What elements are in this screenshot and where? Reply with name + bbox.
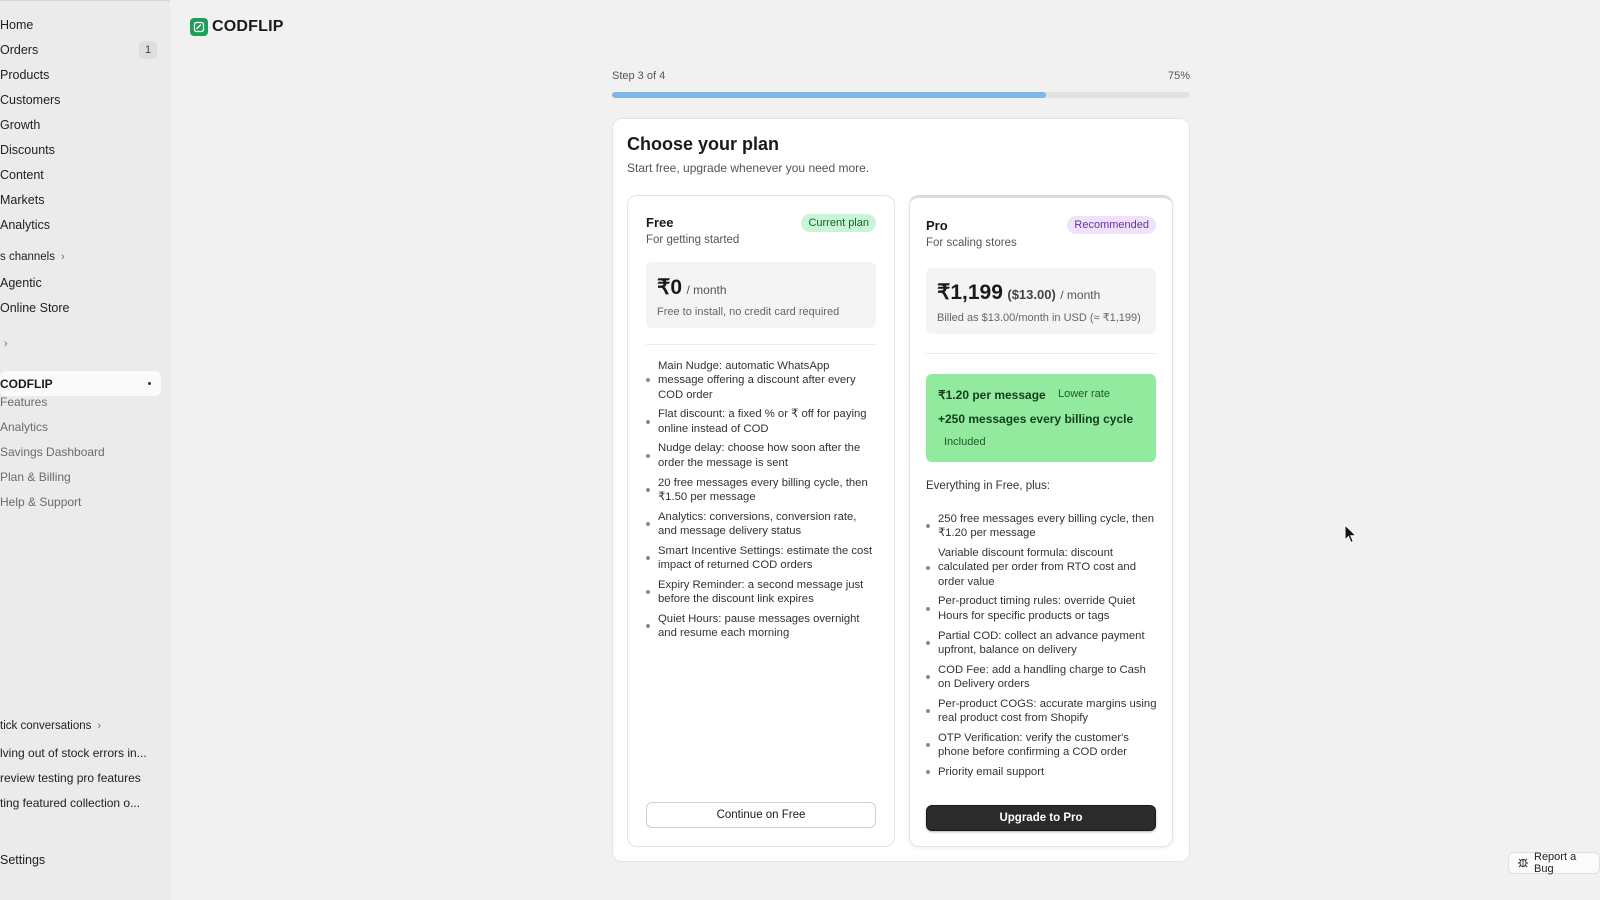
price-note: Billed as $13.00/month in USD (≈ ₹1,199) (937, 312, 1141, 324)
plan-name: Free (646, 215, 674, 230)
sidebar-item-settings[interactable] (0, 853, 45, 867)
sidebar-apps-toggle[interactable] (0, 338, 8, 350)
feature-item: Per-product timing rules: override Quiet Hours for specific products or tags (926, 594, 1158, 623)
bonus-messages: +250 messages every billing cycle (938, 412, 1134, 426)
sidebar-item-label: Orders (0, 43, 39, 57)
conversation-label: review testing pro features (0, 771, 141, 785)
orders-count-badge: 1 (139, 41, 157, 59)
feature-item: Expiry Reminder: a second message just before the discount link expires (646, 578, 878, 607)
sidebar-item-label: Analytics (0, 218, 51, 232)
sidebar-item-label: Settings (0, 853, 46, 867)
feature-item: Partial COD: collect an advance payment upfront, balance on delivery (926, 629, 1158, 658)
feature-item: 250 free messages every billing cycle, then ₹1.20 per message (926, 512, 1158, 541)
plan-name: Pro (926, 218, 948, 233)
sidebar-item-label: Features (0, 395, 48, 409)
feature-item: Smart Incentive Settings: estimate the cost impact of returned COD orders (646, 544, 878, 573)
sidebar-item-label: Online Store (0, 301, 70, 315)
feature-item: Flat discount: a fixed % or ₹ off for paying online instead of COD (646, 407, 878, 436)
sidebar-item-label: Markets (0, 193, 45, 207)
sidebar-item-label: Agentic (0, 276, 42, 290)
chevron-right-icon: › (60, 251, 65, 263)
price-unit: / month (686, 283, 727, 297)
pro-feature-list (926, 512, 1158, 785)
sidebar-item-label: Savings Dashboard (0, 445, 105, 459)
active-dot-icon (148, 382, 151, 385)
price-note: Free to install, no credit card required (657, 306, 840, 318)
sidebar-item-orders[interactable] (0, 43, 38, 57)
free-plan-card[interactable] (627, 195, 895, 847)
plan-tagline: For scaling stores (926, 237, 1017, 249)
feature-item: Priority email support (926, 765, 1158, 779)
sidebar-subitem-features[interactable] (0, 395, 47, 409)
feature-item: Main Nudge: automatic WhatsApp message offering a discount after every COD order (646, 359, 878, 402)
plan-tagline: For getting started (646, 234, 740, 246)
conversation-label: lving out of stock errors in... (0, 746, 147, 760)
sidebar (0, 0, 170, 900)
feature-item: Analytics: conversions, conversion rate, and message delivery status (646, 510, 878, 539)
sidebar-item-label: Discounts (0, 143, 55, 157)
sidebar-subitem-plan-billing[interactable] (0, 470, 71, 484)
chevron-right-icon: › (4, 338, 8, 350)
sidebar-item-label: Content (0, 168, 44, 182)
continue-free-button[interactable]: Continue on Free (646, 802, 876, 828)
sidebar-item-online-store[interactable] (0, 301, 69, 315)
feature-item: 20 free messages every billing cycle, then ₹1.50 per message (646, 476, 878, 505)
recommended-badge: Recommended (1067, 216, 1156, 234)
page-subtitle: Start free, upgrade whenever you need more. (627, 161, 870, 175)
included-tag: Included (944, 436, 986, 448)
report-bug-button[interactable] (1508, 852, 1600, 874)
price-amount: ₹0 (657, 276, 683, 299)
sidebar-item-agentic[interactable] (0, 276, 42, 290)
price-unit: / month (1060, 288, 1101, 302)
progress-fill (612, 92, 1046, 98)
current-plan-badge: Current plan (801, 214, 876, 232)
sidebar-item-growth[interactable] (0, 118, 40, 132)
sidebar-item-label: Help & Support (0, 495, 82, 509)
sidebar-item-label: CODFLIP (0, 376, 53, 391)
sidebar-item-markets[interactable] (0, 193, 44, 207)
feature-item: Nudge delay: choose how soon after the order the message is sent (646, 441, 878, 470)
price-usd: ($13.00) (1007, 287, 1056, 302)
feature-item: COD Fee: add a handling charge to Cash on Delivery orders (926, 663, 1158, 692)
sidebar-item-analytics[interactable] (0, 218, 50, 232)
plan-selection-card (612, 118, 1190, 862)
brand-name: CODFLIP (212, 18, 284, 35)
page-title: Choose your plan (627, 134, 780, 154)
sidebar-item-customers[interactable] (0, 93, 60, 107)
conversation-item[interactable] (0, 796, 140, 810)
sidebar-item-label: Analytics (0, 420, 49, 434)
sidebar-item-label: s channels (0, 251, 55, 263)
chevron-right-icon: › (97, 720, 102, 732)
progress-bar (612, 92, 1190, 98)
pro-plan-card[interactable] (909, 195, 1173, 847)
price-box (646, 262, 876, 328)
conversation-label: ting featured collection o... (0, 796, 141, 810)
sidebar-item-label: Products (0, 68, 50, 82)
sidebar-subitem-analytics[interactable] (0, 420, 48, 434)
step-label: Step 3 of 4 (612, 70, 666, 82)
free-feature-list (646, 359, 878, 646)
sidebar-item-products[interactable] (0, 68, 49, 82)
sidebar-item-discounts[interactable] (0, 143, 55, 157)
feature-item: OTP Verification: verify the customer's phone before confirming a COD order (926, 731, 1158, 760)
codflip-logo-icon (190, 18, 208, 36)
conversation-item[interactable] (0, 771, 141, 785)
progress-percent: 75% (1167, 70, 1190, 82)
sidebar-subitem-help-support[interactable] (0, 495, 81, 509)
mouse-cursor-icon (1344, 524, 1358, 549)
upgrade-pro-button[interactable]: Upgrade to Pro (926, 805, 1156, 831)
sidebar-item-sales-channels[interactable] (0, 251, 65, 263)
sidebar-item-label: tick conversations (0, 720, 92, 732)
feature-item: Variable discount formula: discount calculated per order from RTO cost and order value (926, 546, 1158, 589)
lower-rate-tag: Lower rate (1058, 388, 1110, 400)
sidebar-item-label: Home (0, 18, 34, 32)
feature-item: Per-product COGS: accurate margins using real product cost from Shopify (926, 697, 1158, 726)
sidebar-item-home[interactable] (0, 18, 33, 32)
feature-item: Quiet Hours: pause messages overnight and resume each morning (646, 612, 878, 641)
sidebar-item-codflip[interactable] (0, 371, 161, 396)
price-amount: ₹1,199 (937, 281, 1003, 304)
sidebar-item-content[interactable] (0, 168, 44, 182)
conversation-item[interactable] (0, 746, 147, 760)
app-brand (190, 18, 284, 36)
report-bug-label: Report a Bug (1534, 851, 1577, 875)
everything-in-free-label: Everything in Free, plus: (926, 480, 1051, 492)
sidebar-item-label: Plan & Billing (0, 470, 71, 484)
divider (646, 344, 876, 345)
sidebar-item-label: Growth (0, 118, 41, 132)
sidebar-item-label: Customers (0, 93, 61, 107)
sidebar-conversations-header[interactable] (0, 720, 101, 732)
divider (926, 353, 1156, 354)
pro-rate-highlight (926, 374, 1156, 462)
per-message-rate: ₹1.20 per message (938, 388, 1046, 402)
sidebar-subitem-savings-dashboard[interactable] (0, 445, 105, 459)
bug-icon (1517, 856, 1529, 871)
price-box (926, 268, 1156, 334)
